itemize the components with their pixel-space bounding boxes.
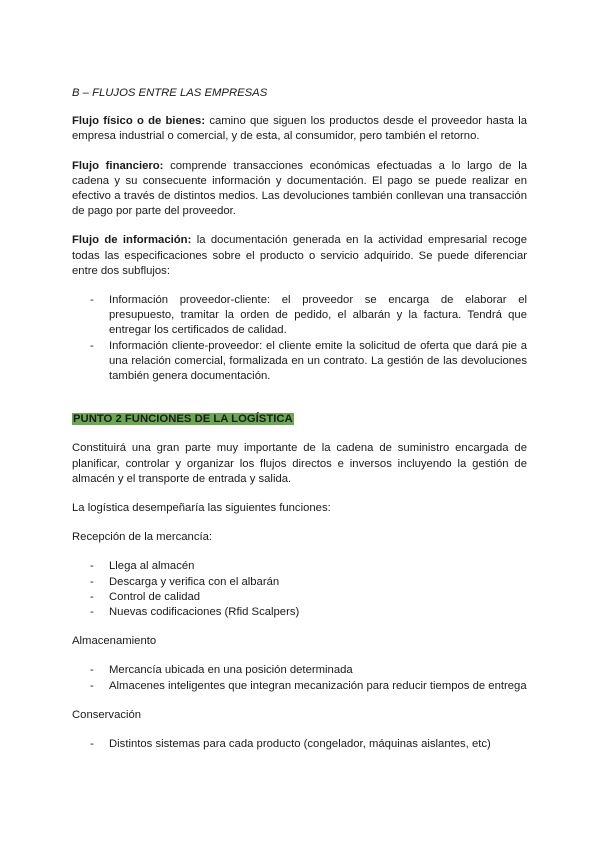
subflows-list	[72, 293, 527, 384]
flujo-financiero-term: Flujo financiero:	[72, 159, 164, 172]
recepcion-list	[72, 559, 527, 620]
recepcion-title: Recepción de la mercancía:	[72, 531, 213, 544]
almacenamiento-list	[72, 663, 527, 693]
section-b-heading: B – FLUJOS ENTRE LAS EMPRESAS	[72, 87, 268, 99]
flujo-financiero-text: comprende transacciones económicas efectuadas a lo largo de la cadena y su consecuente información y documentación. El pago se puede realizar en efectivo a través de distintos medios. Las devoluciones también conllevan una transacción de pago por parte del proveedor.	[72, 159, 527, 218]
flujo-financiero-paragraph	[72, 159, 527, 220]
punto2-title: PUNTO 2 FUNCIONES DE LA LOGÍSTICA	[73, 413, 293, 426]
list-item: - Control de calidad	[72, 590, 527, 605]
list-item: - Información proveedor-cliente: el proveedor se encarga de elaborar el presupuesto, tramitar la orden de pedido, el albarán y la factura. Tendrá que entregar los certificados de calidad.	[72, 293, 527, 339]
functions-intro: La logística desempeñaría las siguientes funciones:	[72, 502, 331, 515]
punto2-intro: Constituirá una gran parte muy importante de la cadena de suministro encargada de planificar, controlar y organizar los flujos directos e inversos incluyendo la gestión de almacén y el transporte de entrada y salida.	[72, 442, 527, 485]
flujo-fisico-text: camino que siguen los productos desde el proveedor hasta la empresa industrial o comercial, y de esta, al consumidor, pero también el retorno.	[72, 115, 527, 143]
punto2-title-wrapper	[72, 412, 527, 427]
conservacion-title: Conservación	[72, 708, 142, 721]
flujo-informacion-paragraph	[72, 233, 527, 279]
list-item: - Distintos sistemas para cada producto (congelador, máquinas aislantes, etc)	[72, 737, 527, 752]
almacenamiento-title: Almacenamiento	[72, 635, 157, 648]
conservacion-list	[72, 737, 527, 752]
list-item: - Mercancía ubicada en una posición determinada	[72, 663, 527, 678]
flujo-informacion-text: la documentación generada en la actividad empresarial recoge todas las especificaciones sobre el producto o servicio adquirido. Se puede diferenciar entre dos subflujos:	[72, 234, 527, 277]
flujo-informacion-term: Flujo de información:	[72, 234, 192, 247]
list-item: - Descarga y verifica con el albarán	[72, 575, 527, 590]
list-item: - Nuevas codificaciones (Rfid Scalpers)	[72, 605, 527, 620]
document-page	[72, 86, 527, 766]
list-item: - Llega al almacén	[72, 559, 527, 574]
list-item: - Información cliente-proveedor: el cliente emite la solicitud de oferta que dará pie a una relación comercial, formalizada en un contrato. La gestión de las devoluciones también genera documentación.	[72, 339, 527, 385]
list-item: - Almacenes inteligentes que integran mecanización para reducir tiempos de entrega	[72, 679, 527, 694]
flujo-fisico-paragraph	[72, 114, 527, 144]
flujo-fisico-term: Flujo físico o de bienes:	[72, 115, 206, 128]
